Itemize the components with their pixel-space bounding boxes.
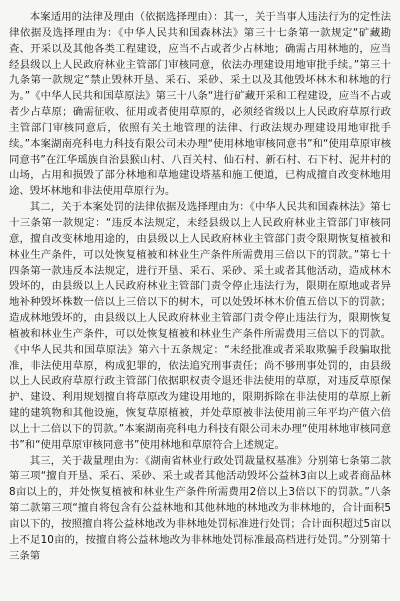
paragraph-legal-basis-2: 其二，关于本案处罚的法律依据及选择理由为：《中华人民共和国森林法》第七十三条第一款规定：“违反本法规定，未经县级以上人民政府林业主管部门审核同意，擅自改变林地用途的，由县级以上人民政府林业主管部门责令限期恢复植被和林业生产条件，可以处恢复植被和林业生产条件所需费用三倍以下的罚款。”第七十四条第一款违反本法规定，进行开垦、采石、采砂、采土或者其他活动，造成林木毁坏的，由县级以上人民政府林业主管部门责令停止违法行为，限期在原地或者异地补种毁坏株数一倍以上三倍以下的树木，可以处毁坏林木价值五倍以下的罚款；造成林地毁坏的，由县级以上人民政府林业主管部门责令停止违法行为，限期恢复植被和林业生产条件，可以处恢复植被和林业生产条件所需费用三倍以下的罚款。《中华人民共和国草原法》第六十五条规定：“未经批准或者采取欺骗手段骗取批准，非法使用草原，构成犯罪的，依法追究刑事责任；尚不够刑事处罚的，由县级以上人民政府草原行政主管部门依据职权责令退还非法使用的草原，对违反草原保护、建设、利用规划擅自将草原改为建设用地的，限期拆除在非法使用的草原上新建的建筑物和其他设施，恢复草原植被，并处草原被非法使用前三年平均产值六倍以上十二倍以下的罚款。”本案湖南亮科电力科技有限公司未办理“使用林地审核同意书”和“使用草原审核同意书”使用林地和草原符合上述规定。 (9, 201, 391, 451)
paragraph-legal-basis-1: 本案适用的法律及理由（依据选择理由）：其一，关于当事人违法行为的定性法律依据及选择理由为：《中华人民共和国森林法》第三十七条第一款规定“矿藏勘查、开采以及其他各类工程建设，应当不占或者少占林地；确需占用林地的，应当经县级以上人民政府林业主管部门审核同意，依法办理建设用地审批手续。”第三十九条第一款规定“禁止毁林开垦、采石、采砂、采土以及其他毁坏林木和林地的行为。”《中华人民共和国草原法》第三十八条“进行矿藏开采和工程建设，应当不占或者少占草原；确需征收、征用或者使用草原的，必须经省级以上人民政府草原行政主管部门审核同意后，依照有关土地管理的法律、行政法规办理建设用地审批手续。”本案湖南亮科电力科技有限公司未办理“使用林地审核同意书”和“使用草原审核同意书”在江华瑶族自治县猴山村、八百关村、仙石村、新石村、石下村、泥井村的山场，占用和损毁了部分林地和草地建设塔基和施工便道，已构成擅自改变林地用途、毁坏林地和非法使用草原行为。 (9, 11, 391, 198)
paragraph-discretion-reason: 其三，关于裁量理由为：《湖南省林业行政处罚裁量权基准》分别第七条第二款第三项“擅自开垦、采石、采砂、采土或者其他活动毁坏公益林3亩以上或者商品林8亩以上的，并处恢复植被和林业生产条件所需费用2倍以上3倍以下的罚款。”八条第二款第三项“擅自将包含有公益林地和其他林地的林地改为非林地的，合计面积5亩以下的，按照擅自将公益林地改为非林地处罚标准进行处罚；合计面积超过5亩以上不足10亩的，按擅自将公益林地改为非林地处罚标准最高档进行处罚。”分别第十三条第 (9, 454, 391, 562)
